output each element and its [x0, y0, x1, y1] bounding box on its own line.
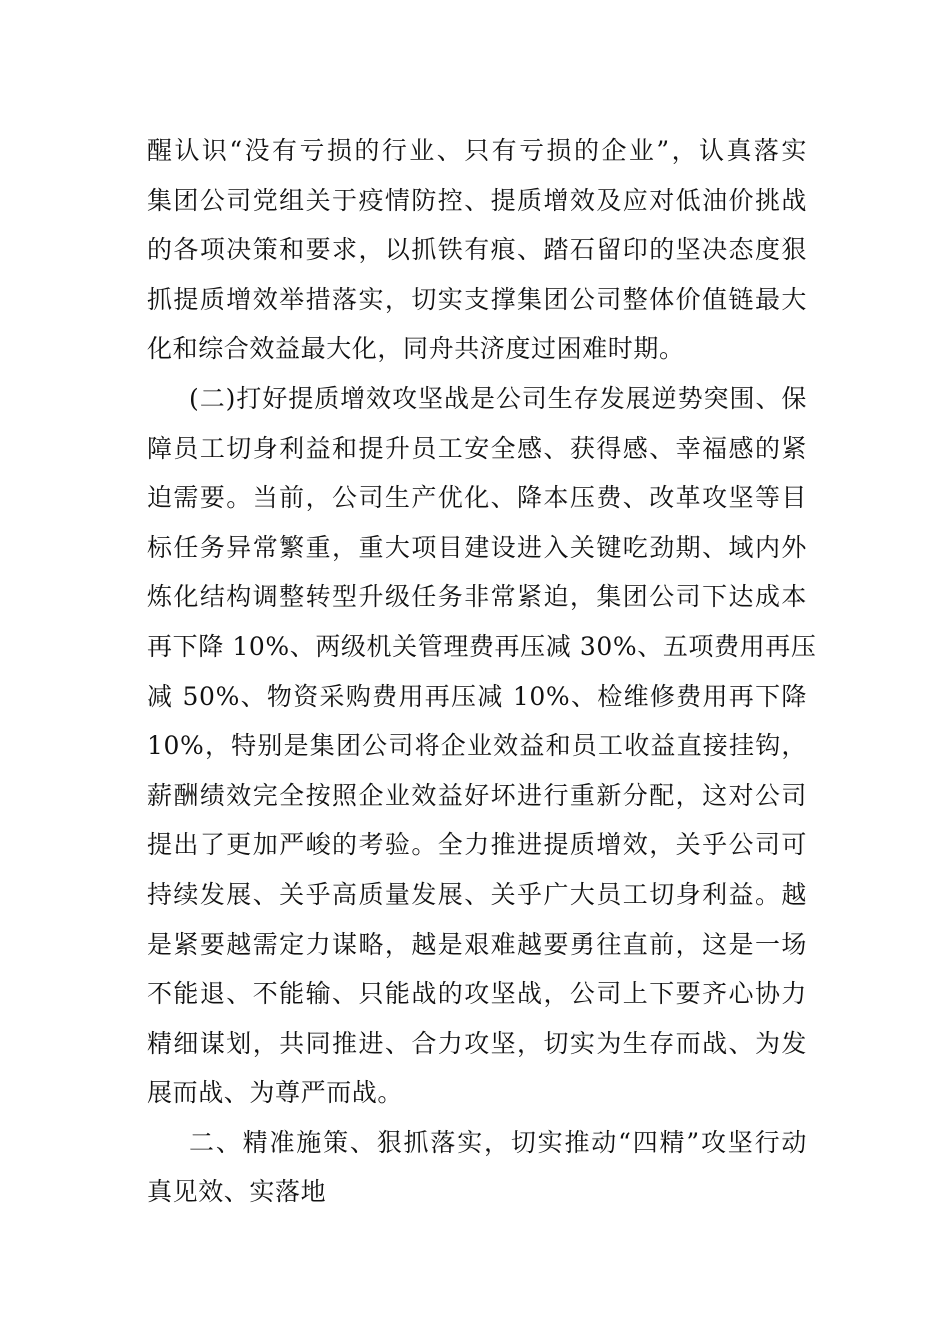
section-heading-line: (二)打好提质增效攻坚战是公司生存发展逆势突围、保 [189, 383, 807, 413]
text-line: 标任务异常繁重，重大项目建设进入关键吃劲期、域内外 [147, 532, 807, 562]
text-line: 不能退、不能输、只能战的攻坚战，公司上下要齐心协力 [147, 979, 807, 1009]
text-line: 减 50%、物资采购费用再压减 10%、检维修费用再下降 [147, 681, 807, 711]
text-line: 的各项决策和要求，以抓铁有痕、踏石留印的坚决态度狠 [147, 235, 807, 265]
text-line: 10%，特别是集团公司将企业效益和员工收益直接挂钩， [147, 731, 807, 761]
text-line: 提出了更加严峻的考验。全力推进提质增效，关乎公司可 [147, 830, 807, 860]
text-line: 真见效、实落地 [147, 1177, 327, 1207]
body-text [147, 126, 817, 1217]
text-line: 再下降 10%、两级机关管理费再压减 30%、五项费用再压 [147, 631, 817, 661]
text-line: 展而战、为尊严而战。 [147, 1078, 404, 1108]
text-line: 是紧要越需定力谋略，越是艰难越要勇往直前，这是一场 [147, 929, 807, 959]
section-heading-line: 二、精准施策、狠抓落实，切实推动“四精”攻坚行动 [189, 1127, 807, 1157]
text-line: 薪酬绩效完全按照企业效益好坏进行重新分配，这对公司 [147, 780, 807, 810]
text-line: 化和综合效益最大化，同舟共济度过困难时期。 [147, 334, 685, 364]
text-line: 持续发展、关乎高质量发展、关乎广大员工切身利益。越 [147, 879, 807, 909]
text-line: 集团公司党组关于疫情防控、提质增效及应对低油价挑战 [147, 185, 807, 215]
text-line: 迫需要。当前，公司生产优化、降本压费、改革攻坚等目 [147, 483, 807, 513]
text-line: 精细谋划，共同推进、合力攻坚，切实为生存而战、为发 [147, 1028, 807, 1058]
text-line: 障员工切身利益和提升员工安全感、获得感、幸福感的紧 [147, 433, 807, 463]
text-line: 醒认识“没有亏损的行业、只有亏损的企业”，认真落实 [147, 136, 807, 165]
text-line: 抓提质增效举措落实，切实支撑集团公司整体价值链最大 [147, 284, 807, 314]
text-line: 炼化结构调整转型升级任务非常紧迫，集团公司下达成本 [147, 582, 807, 612]
